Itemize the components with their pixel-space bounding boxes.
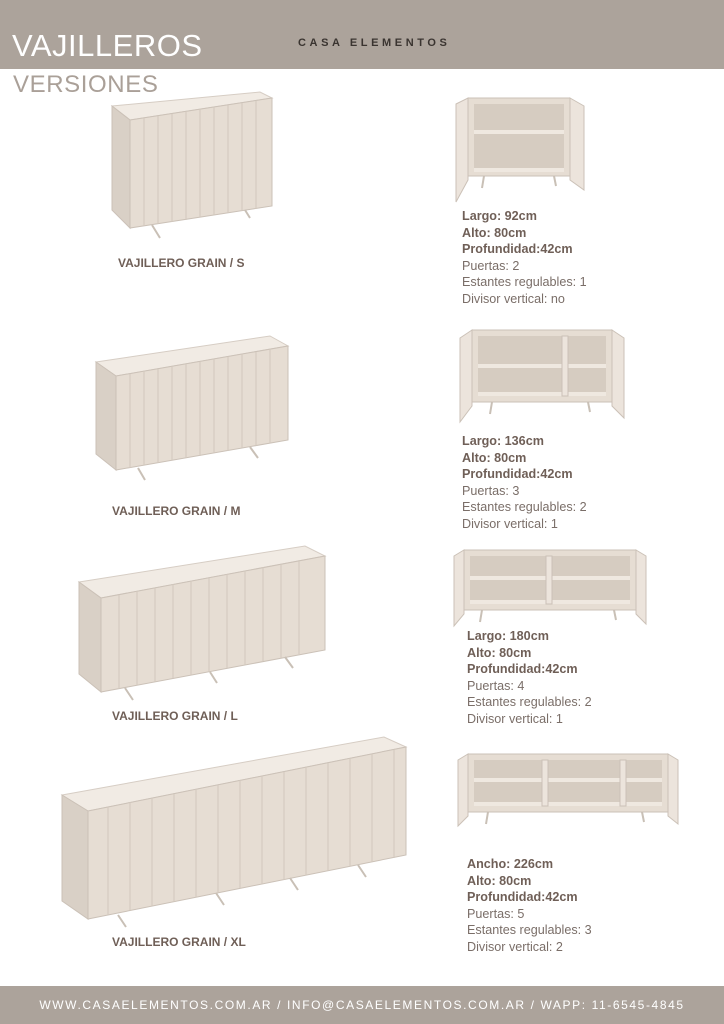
spec-alto: Alto: 80cm xyxy=(467,873,532,888)
spec-estantes: Estantes regulables: 1 xyxy=(462,275,587,289)
specs-s xyxy=(462,208,587,307)
spec-divisor: Divisor vertical: 1 xyxy=(462,516,558,531)
closed-cabinet-l-image xyxy=(75,542,330,702)
closed-cabinet-m-image xyxy=(90,332,295,482)
footer-contact: WWW.CASAELEMENTOS.COM.AR / INFO@CASAELEMENTOS.COM.AR / WAPP: 11-6545-4845 xyxy=(39,998,685,1012)
spec-puertas: Puertas: 3 xyxy=(462,483,520,498)
spec-puertas: Puertas: 5 xyxy=(467,906,525,921)
spec-divisor: Divisor vertical: 1 xyxy=(467,711,563,726)
spec-profundidad: Profundidad:42cm xyxy=(467,890,578,904)
spec-puertas: Puertas: 4 xyxy=(467,678,525,693)
product-label-m: VAJILLERO GRAIN / M xyxy=(112,504,241,518)
specs-l xyxy=(467,628,592,727)
closed-cabinet-xl-image xyxy=(58,735,413,930)
spec-alto: Alto: 80cm xyxy=(462,225,527,240)
specs-xl xyxy=(467,856,592,955)
spec-divisor: Divisor vertical: 2 xyxy=(467,939,563,954)
spec-divisor: Divisor vertical: no xyxy=(462,291,565,306)
spec-estantes: Estantes regulables: 2 xyxy=(467,695,592,709)
spec-size: Largo: 92cm xyxy=(462,209,537,223)
product-label-s: VAJILLERO GRAIN / S xyxy=(118,256,245,270)
spec-size: Largo: 180cm xyxy=(467,629,549,643)
spec-estantes: Estantes regulables: 2 xyxy=(462,500,587,514)
brand-name: CASA ELEMENTOS xyxy=(298,37,451,49)
open-cabinet-s-image xyxy=(452,94,588,206)
page-title: VAJILLEROS xyxy=(12,28,203,63)
spec-estantes: Estantes regulables: 3 xyxy=(467,923,592,937)
spec-size: Largo: 136cm xyxy=(462,434,544,448)
specs-m xyxy=(462,433,587,532)
closed-cabinet-s-image xyxy=(100,88,280,243)
page-subtitle: VERSIONES xyxy=(13,71,159,98)
spec-profundidad: Profundidad:42cm xyxy=(462,467,573,481)
open-cabinet-m-image xyxy=(458,326,626,426)
product-label-l: VAJILLERO GRAIN / L xyxy=(112,709,238,723)
spec-puertas: Puertas: 2 xyxy=(462,258,520,273)
spec-profundidad: Profundidad:42cm xyxy=(467,662,578,676)
open-cabinet-xl-image xyxy=(456,750,680,828)
product-label-xl: VAJILLERO GRAIN / XL xyxy=(112,935,246,949)
spec-profundidad: Profundidad:42cm xyxy=(462,242,573,256)
spec-alto: Alto: 80cm xyxy=(467,645,532,660)
open-cabinet-l-image xyxy=(452,546,648,628)
footer-band xyxy=(0,986,724,1024)
spec-size: Ancho: 226cm xyxy=(467,857,554,871)
spec-alto: Alto: 80cm xyxy=(462,450,527,465)
